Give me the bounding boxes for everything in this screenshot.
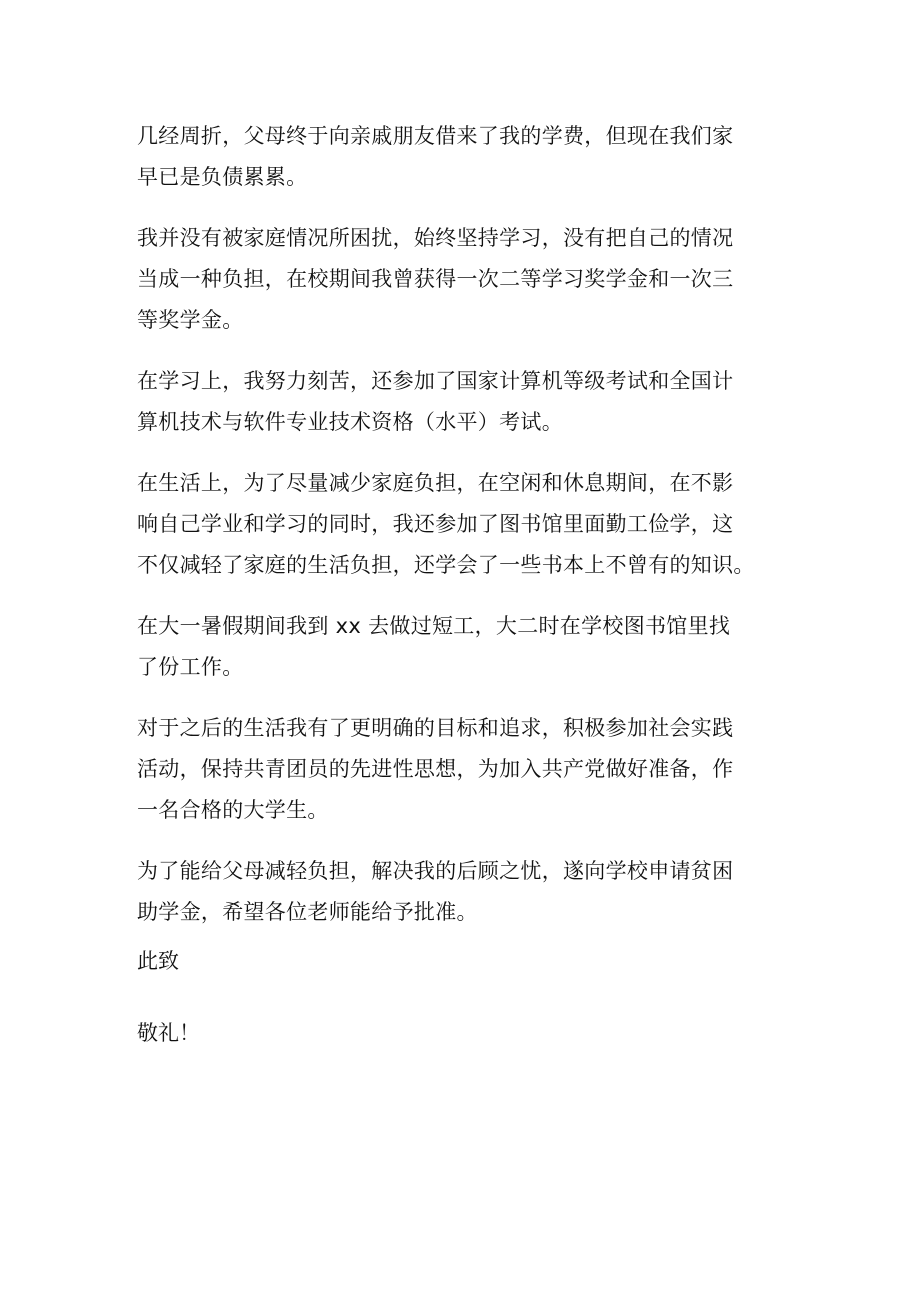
paragraph-3: 在学习上，我努力刻苦，还参加了国家计算机等级考试和全国计 算机技术与软件专业技术资格（水平）考试。 [137, 369, 734, 434]
paragraph-5: 在大一暑假期间我到 xx 去做过短工，大二时在学校图书馆里找 了份工作。 [137, 614, 731, 679]
closing-salutation: 此致 [137, 949, 179, 973]
closing-regards: 敬礼！ [137, 1021, 200, 1045]
paragraph-2: 我并没有被家庭情况所困扰，始终坚持学习，没有把自己的情况 当成一种负担，在校期间我曾获得一次二等学习奖学金和一次三 等奖学金。 [137, 226, 734, 332]
paragraph-6: 对于之后的生活我有了更明确的目标和追求，积极参加社会实践 活动，保持共青团员的先进性思想，为加入共产党做好准备，作 一名合格的大学生。 [137, 716, 734, 822]
paragraph-7: 为了能给父母减轻负担，解决我的后顾之忧，遂向学校申请贫困 助学金，希望各位老师能给予批准。 [137, 859, 734, 924]
paragraph-4: 在生活上，为了尽量减少家庭负担，在空闲和休息期间，在不影 响自己学业和学习的同时，我还参加了图书馆里面勤工俭学，这 不仅减轻了家庭的生活负担，还学会了一些书本上不曾有的知识。 [137, 471, 755, 577]
letter-body [137, 116, 797, 1074]
paragraph-1: 几经周折，父母终于向亲戚朋友借来了我的学费，但现在我们家 早已是负债累累。 [137, 124, 734, 189]
